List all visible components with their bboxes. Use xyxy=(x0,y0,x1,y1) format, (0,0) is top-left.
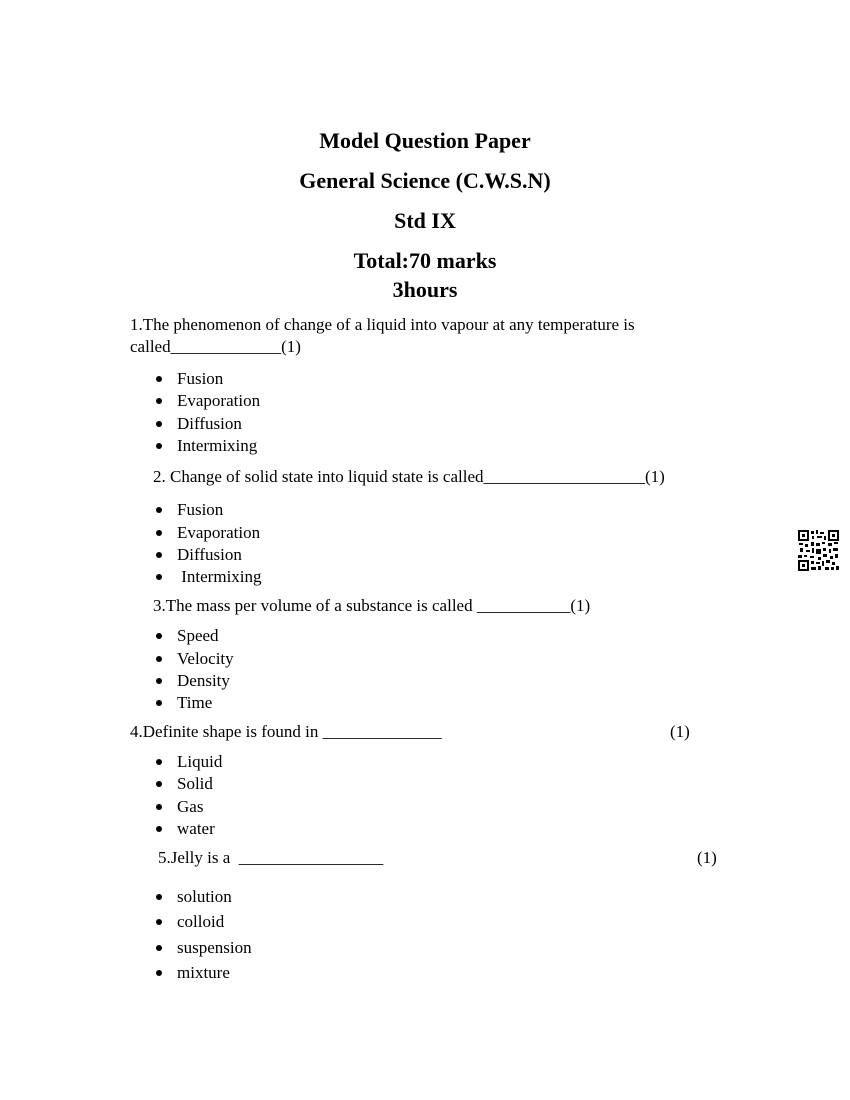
bullet-icon xyxy=(156,574,162,580)
bullet-icon xyxy=(156,804,162,810)
paper-total-marks: Total:70 marks xyxy=(353,248,497,273)
question-5-text: 5.Jelly is a _________________ xyxy=(158,848,384,867)
question-3-option: Density xyxy=(177,671,230,690)
question-5-option: suspension xyxy=(177,938,252,957)
question-4-option: Gas xyxy=(177,797,204,816)
question-4-marks: (1) xyxy=(670,722,690,741)
question-2-option: Fusion xyxy=(177,500,224,519)
paper-standard: Std IX xyxy=(394,208,456,233)
bullet-icon xyxy=(156,552,162,558)
bullet-icon xyxy=(156,398,162,404)
bullet-icon xyxy=(156,759,162,765)
question-5-option: solution xyxy=(177,887,232,906)
question-5-marks: (1) xyxy=(697,848,717,867)
bullet-icon xyxy=(156,376,162,382)
paper-duration: 3hours xyxy=(392,277,458,302)
paper-subject: General Science (C.W.S.N) xyxy=(299,168,551,193)
question-2-option: Intermixing xyxy=(177,567,262,586)
bullet-icon xyxy=(156,633,162,639)
question-4-option: Solid xyxy=(177,774,213,793)
bullet-icon xyxy=(156,700,162,706)
qr-code-icon xyxy=(798,530,839,571)
bullet-icon xyxy=(156,678,162,684)
question-1-text-cont: called_____________(1) xyxy=(130,337,301,356)
bullet-icon xyxy=(156,945,162,951)
question-3-text: 3.The mass per volume of a substance is called ___________(1) xyxy=(153,596,591,615)
bullet-icon xyxy=(156,781,162,787)
bullet-icon xyxy=(156,507,162,513)
question-2-option: Diffusion xyxy=(177,545,242,564)
bullet-icon xyxy=(156,656,162,662)
question-4-option: water xyxy=(177,819,215,838)
question-3-option: Speed xyxy=(177,626,219,645)
question-1-option: Fusion xyxy=(177,369,224,388)
question-4-option: Liquid xyxy=(177,752,223,771)
question-1-option: Evaporation xyxy=(177,391,261,410)
question-3-option: Velocity xyxy=(177,649,234,668)
question-4-text: 4.Definite shape is found in ______________ xyxy=(130,722,442,741)
question-1-option: Diffusion xyxy=(177,414,242,433)
bullet-icon xyxy=(156,894,162,900)
bullet-icon xyxy=(156,919,162,925)
bullet-icon xyxy=(156,530,162,536)
question-2-option: Evaporation xyxy=(177,523,261,542)
question-3-option: Time xyxy=(177,693,213,712)
question-5-option: mixture xyxy=(177,963,230,982)
paper-title: Model Question Paper xyxy=(319,128,531,153)
bullet-icon xyxy=(156,826,162,832)
question-1-option: Intermixing xyxy=(177,436,258,455)
bullet-icon xyxy=(156,421,162,427)
question-2-text: 2. Change of solid state into liquid state is called___________________(1) xyxy=(153,467,665,486)
question-1-text: 1.The phenomenon of change of a liquid into vapour at any temperature is xyxy=(130,315,635,334)
bullet-icon xyxy=(156,970,162,976)
bullet-icon xyxy=(156,443,162,449)
question-5-option: colloid xyxy=(177,912,225,931)
